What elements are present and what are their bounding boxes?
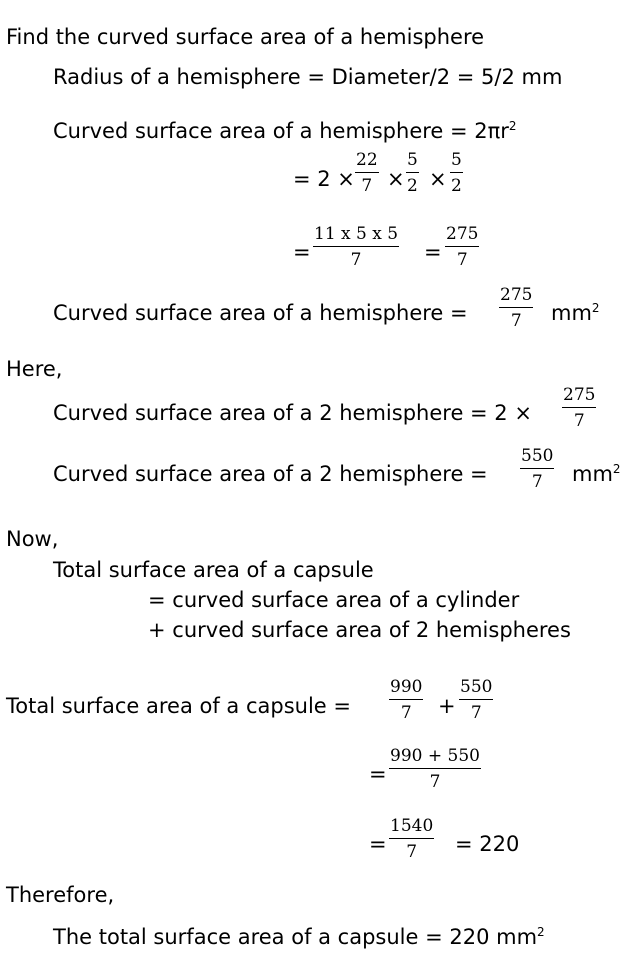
fraction-990plus550-7 <box>389 748 481 791</box>
step1-prefix: = 2 × <box>293 167 355 191</box>
numerator: 990 + 550 <box>390 746 480 766</box>
numerator: 11 x 5 x 5 <box>314 224 399 244</box>
therefore-label: Therefore, <box>6 883 115 907</box>
unit-mm2: $mm^2$ <box>572 462 621 486</box>
numerator: 5 <box>451 150 462 170</box>
denominator: 7 <box>531 472 543 492</box>
denominator: 2 <box>407 176 418 196</box>
equals-sign: = <box>424 240 442 264</box>
fraction-550-7 <box>459 679 493 722</box>
denominator: 7 <box>350 250 362 270</box>
total-text: Total surface area of a capsule = <box>6 694 351 718</box>
capsule-total-heading: Total surface area of a capsule <box>53 558 374 582</box>
fraction-275-7 <box>445 226 479 269</box>
numerator: 22 <box>356 150 378 170</box>
equals-sign: = <box>293 240 311 264</box>
now-label: Now, <box>6 527 59 551</box>
here-label: Here, <box>6 357 63 381</box>
numerator: 550 <box>521 446 554 466</box>
final-answer: The total surface area of a capsule = 220 $mm^2$ <box>53 925 545 949</box>
denominator: 7 <box>573 411 585 431</box>
denominator: 7 <box>470 703 482 723</box>
csa-result-text: Curved surface area of a hemisphere = <box>53 301 468 325</box>
unit-mm2: $mm^2$ <box>551 301 600 325</box>
cylinder-term: = curved surface area of a cylinder <box>148 588 520 612</box>
denominator: 7 <box>429 772 441 792</box>
fraction-5-2-b <box>450 152 463 195</box>
radius-line: Radius of a hemisphere = Diameter/2 = 5/2 mm <box>53 65 563 89</box>
two-hemisphere-result: Curved surface area of a 2 hemisphere = <box>53 462 488 486</box>
csa-formula-line: Curved surface area of a hemisphere = $2\pi r^2$ <box>53 119 517 143</box>
numerator: 275 <box>446 224 479 244</box>
denominator: 7 <box>510 311 522 331</box>
fraction-22-7 <box>355 152 379 195</box>
fraction-275-7 <box>562 387 596 430</box>
denominator: 7 <box>406 842 418 862</box>
question-heading: Find the curved surface area of a hemisphere <box>6 25 485 49</box>
numerator: 550 <box>460 677 493 697</box>
equals-sign: = <box>369 832 387 856</box>
fraction-990-7 <box>389 679 423 722</box>
denominator: 7 <box>456 250 468 270</box>
fraction-11x5x5-7 <box>313 226 399 269</box>
equals-sign: = <box>369 762 387 786</box>
denominator: 2 <box>451 176 462 196</box>
plus-sign: + <box>438 694 456 718</box>
fraction-1540-7 <box>389 818 434 861</box>
denominator: 7 <box>361 176 373 196</box>
numerator: 990 <box>390 677 423 697</box>
fraction-550-7 <box>520 448 554 491</box>
total-result: = 220 <box>455 832 520 856</box>
two-hemisphere-line: Curved surface area of a 2 hemisphere = 2 × <box>53 401 532 425</box>
numerator: 275 <box>500 285 533 305</box>
numerator: 1540 <box>390 816 434 836</box>
fraction-5-2-a <box>406 152 419 195</box>
times-sign: × <box>387 167 405 191</box>
fraction-275-7 <box>499 287 533 330</box>
numerator: 275 <box>563 385 596 405</box>
hemispheres-term: + curved surface area of 2 hemispheres <box>148 618 571 642</box>
denominator: 7 <box>400 703 412 723</box>
times-sign: × <box>429 167 447 191</box>
numerator: 5 <box>407 150 418 170</box>
